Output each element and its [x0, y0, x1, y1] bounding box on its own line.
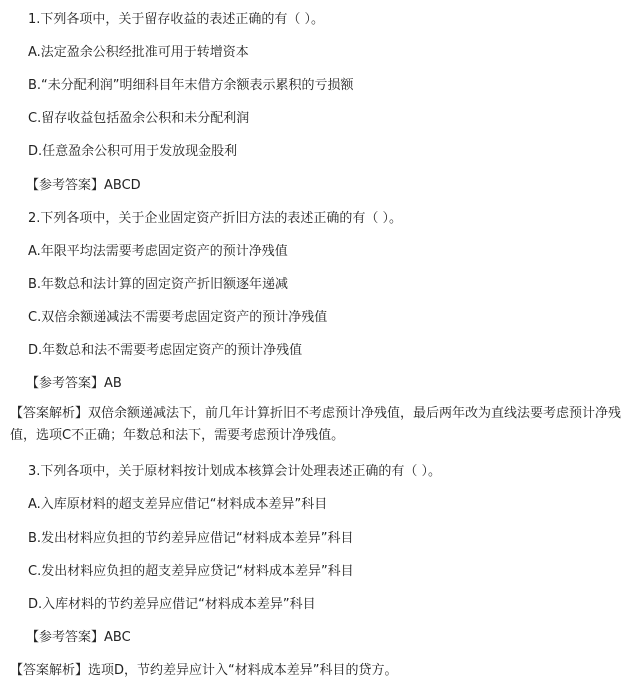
answer-value: AB: [104, 376, 122, 391]
answer-label: 【参考答案】: [26, 630, 105, 645]
question-2-option-c: C.双倍余额递减法不需要考虑固定资产的预计净残值: [28, 310, 328, 325]
question-3-analysis: [10, 663, 630, 679]
question-1-option-c: C.留存收益包括盈余公积和未分配利润: [28, 111, 250, 126]
analysis-text: 双倍余额递减法下，前几年计算折旧不考虑预计净残值，最后两年改为直线法要考虑预计净残值，选项C不正确；年数总和法下，需要考虑预计净残值。: [10, 406, 622, 443]
question-2-option-b: B.年数总和法计算的固定资产折旧额逐年递减: [28, 277, 289, 292]
answer-value: ABCD: [104, 178, 141, 193]
question-3-answer: [26, 630, 630, 646]
question-2-option-a: A.年限平均法需要考虑固定资产的预计净残值: [28, 244, 288, 259]
question-1-answer: [26, 178, 630, 194]
analysis-label: 【答案解析】: [10, 406, 89, 421]
question-1-stem: 1.下列各项中，关于留存收益的表述正确的有（ ）。: [28, 12, 325, 27]
answer-label: 【参考答案】: [26, 178, 105, 193]
question-3-option-b: B.发出材料应负担的节约差异应借记“材料成本差异”科目: [28, 531, 354, 546]
question-1-option-b: B.“未分配利润”明细科目年末借方余额表示累积的亏损额: [28, 78, 354, 93]
question-2-analysis: [10, 403, 625, 447]
question-1-option-a: A.法定盈余公积经批准可用于转增资本: [28, 45, 249, 60]
analysis-text: 选项D，节约差异应计入“材料成本差异”科目的贷方。: [88, 663, 398, 678]
question-1-option-d: D.任意盈余公积可用于发放现金股利: [28, 144, 238, 159]
answer-label: 【参考答案】: [26, 376, 105, 391]
question-3-option-a: A.入库原材料的超支差异应借记“材料成本差异”科目: [28, 497, 328, 512]
question-3-option-c: C.发出材料应负担的超支差异应贷记“材料成本差异”科目: [28, 564, 354, 579]
analysis-label: 【答案解析】: [10, 663, 89, 678]
question-2-option-d: D.年数总和法不需要考虑固定资产的预计净残值: [28, 343, 303, 358]
question-2-answer: [26, 376, 630, 392]
question-3-stem: 3.下列各项中，关于原材料按计划成本核算会计处理表述正确的有（ ）。: [28, 464, 442, 479]
answer-value: ABC: [104, 630, 131, 645]
question-2-stem: 2.下列各项中，关于企业固定资产折旧方法的表述正确的有（ ）。: [28, 211, 403, 226]
question-3-option-d: D.入库材料的节约差异应借记“材料成本差异”科目: [28, 597, 316, 612]
